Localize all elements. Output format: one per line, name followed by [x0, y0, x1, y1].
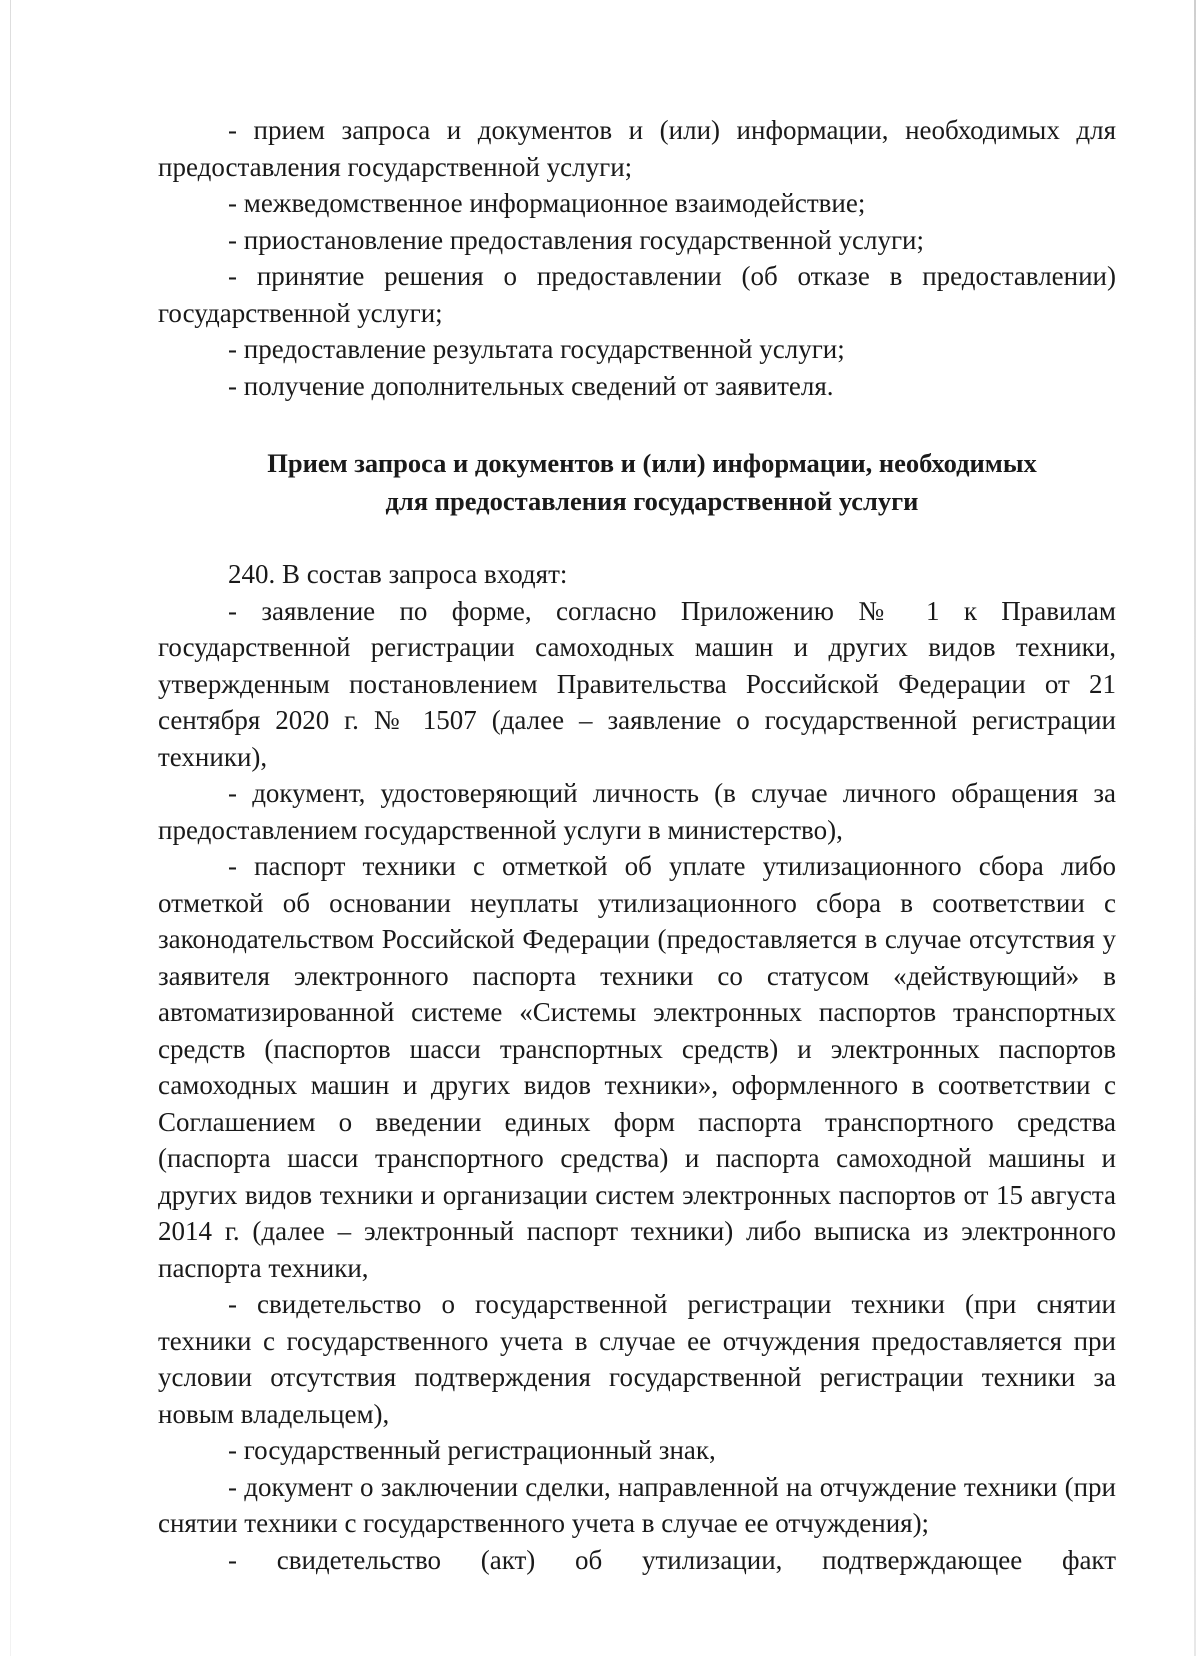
- paragraph: - государственный регистрационный знак,: [228, 1435, 716, 1465]
- scan-edge-left: [10, 0, 11, 1656]
- paragraph: - свидетельство (акт) об утилизации, подтверждающее факт: [228, 1544, 1116, 1575]
- list-item: - межведомственное информационное взаимодействие;: [228, 188, 866, 218]
- list-item: - принятие решения о предоставлении (об отказе в предоставлении) государственной услуги;: [158, 261, 1116, 328]
- heading-line: Прием запроса и документов и (или) информации, необходимых: [267, 448, 1037, 478]
- scan-edge-right: [1194, 0, 1196, 1656]
- section-body: [158, 556, 1116, 1578]
- section-heading: [158, 444, 1116, 520]
- paragraph: - документ о заключении сделки, направленной на отчуждение техники (при снятии техники с государственного учета в случае ее отчуждения);: [158, 1471, 1116, 1538]
- list-item: - приостановление предоставления государственной услуги;: [228, 224, 925, 255]
- paragraph: - заявление по форме, согласно Приложению № 1 к Правилам государственной регистрации самоходных машин и других видов техники, утвержденным постановлением Правительства Российской Федерации от 21 сентября 2020 г. № 1507 (далее – заявление о государственной регистрации техники),: [158, 595, 1116, 772]
- document-page: [158, 112, 1116, 1578]
- paragraph: - свидетельство о государственной регистрации техники (при снятии техники с государственного учета в случае ее отчуждения предоставляется при условии отсутствия подтверждения государственной регистрации техники за новым владельцем),: [158, 1289, 1116, 1429]
- list-item: - получение дополнительных сведений от заявителя.: [228, 370, 834, 401]
- section-intro: 240. В состав запроса входят:: [228, 559, 568, 589]
- procedure-list: [158, 112, 1116, 404]
- heading-line: для предоставления государственной услуги: [385, 486, 919, 516]
- paragraph: - паспорт техники с отметкой об уплате утилизационного сбора либо отметкой об основании неуплаты утилизационного сбора в соответствии с законодательством Российской Федерации (предоставляется в случае отсутствия у заявителя электронного паспорта техники со статусом «действующий» в автоматизированной системе «Системы электронных паспортов транспортных средств (паспортов шасси транспортных средств) и электронных паспортов самоходных машин и других видов техники», оформленного в соответствии с Соглашением о введении единых форм паспорта транспортного средства (паспорта шасси транспортного средства) и паспорта самоходной машины и других видов техники и организации систем электронных паспортов от 15 августа 2014 г. (далее – электронный паспорт техники) либо выписка из электронного паспорта техники,: [158, 851, 1116, 1283]
- list-item: - прием запроса и документов и (или) информации, необходимых для предоставления государственной услуги;: [158, 115, 1116, 182]
- paragraph: - документ, удостоверяющий личность (в случае личного обращения за предоставлением государственной услуги в министерство),: [158, 778, 1116, 845]
- list-item: - предоставление результата государственной услуги;: [228, 334, 845, 364]
